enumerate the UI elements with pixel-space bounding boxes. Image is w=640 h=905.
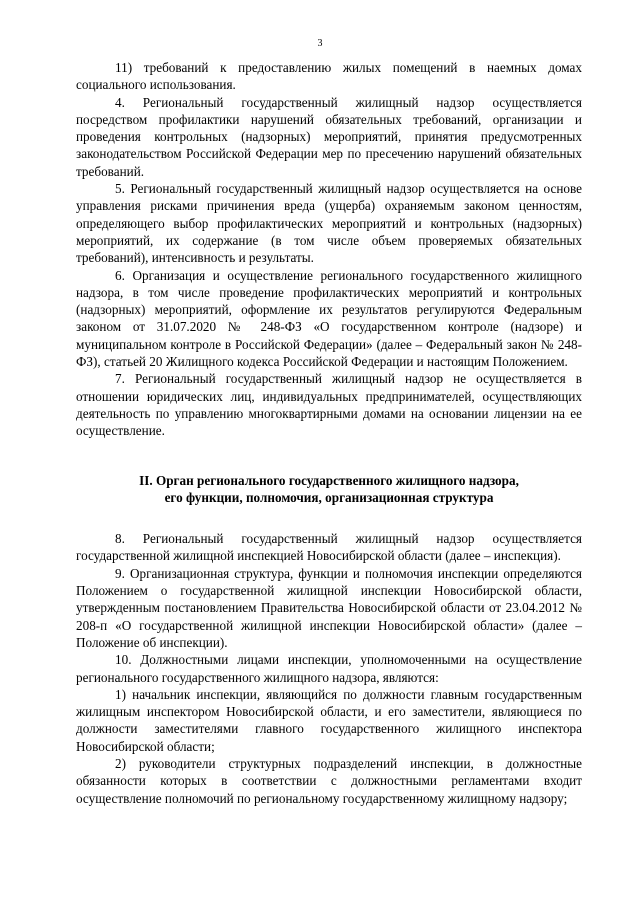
paragraph-5: 5. Региональный государственный жилищный надзор осуществляется на основе управления рисками причинения вреда (ущерба) охраняемым законом ценностям, определяющего выбор профилактических мероприятий и контрольных (надзорных) мероприятий, их содержание (в том числе объем проверяемых обязательных требований), интенсивность и результаты. [76,181,582,266]
paragraph-4: 4. Региональный государственный жилищный надзор осуществляется посредством профилактики нарушений обязательных требований, организации и проведения контрольных (надзорных) мероприятий, принятия предусмотренных законодательством Российской Федерации мер по пресечению нарушений обязательных требований. [76,94,582,179]
paragraph-8: 8. Региональный государственный жилищный надзор осуществляется государственной жилищной инспекцией Новосибирской области (далее – инспекция). [76,531,582,564]
paragraph-7: 7. Региональный государственный жилищный надзор не осуществляется в отношении юридических лиц, индивидуальных предпринимателей, осуществляющих деятельность по управлению многоквартирными домами на основании лицензии на ее осуществление. [76,371,582,439]
paragraph-6: 6. Организация и осуществление регионального государственного жилищного надзора, в том числе проведение профилактических мероприятий и контрольных (надзорных) мероприятий, оформление их результатов регулируются Федеральным законом от 31.07.2020 № 248-ФЗ «О государственном контроле (надзоре) и муниципальном контроле в Российской Федерации» (далее – Федеральный закон № 248-ФЗ), статьей 20 Жилищного кодекса Российской Федерации и настоящим Положением. [76,267,582,370]
paragraph-9: 9. Организационная структура, функции и полномочия инспекции определяются Положением о государственной жилищной инспекции Новосибирской области, утвержденным постановлением Правительства Новосибирской области от 23.04.2012 № 208-п «О государственной жилищной инспекции Новосибирской области» (далее – Положение об инспекции). [76,565,582,650]
section-heading-line-2: его функции, полномочия, организационная структура [164,489,494,505]
document-body [76,59,582,807]
paragraph-10: 10. Должностными лицами инспекции, уполномоченными на осуществление регионального государственного жилищного надзора, являются: [76,652,582,685]
paragraph-10-item-2: 2) руководители структурных подразделений инспекции, в должностные обязанности которых в соответствии с должностными регламентами входит осуществление полномочий по региональному государственному жилищному надзору; [76,755,582,806]
section-heading [76,472,582,507]
page-number: 3 [317,38,323,49]
section-heading-line-1: II. Орган регионального государственного жилищного надзора, [139,472,519,488]
paragraph-item-11: 11) требований к предоставлению жилых помещений в наемных домах социального использования. [76,60,582,93]
paragraph-10-item-1: 1) начальник инспекции, являющийся по должности главным государственным жилищным инспектором Новосибирской области, и его заместители, являющиеся по должности заместителями главного государственного жилищного инспектора Новосибирской области; [76,686,582,754]
